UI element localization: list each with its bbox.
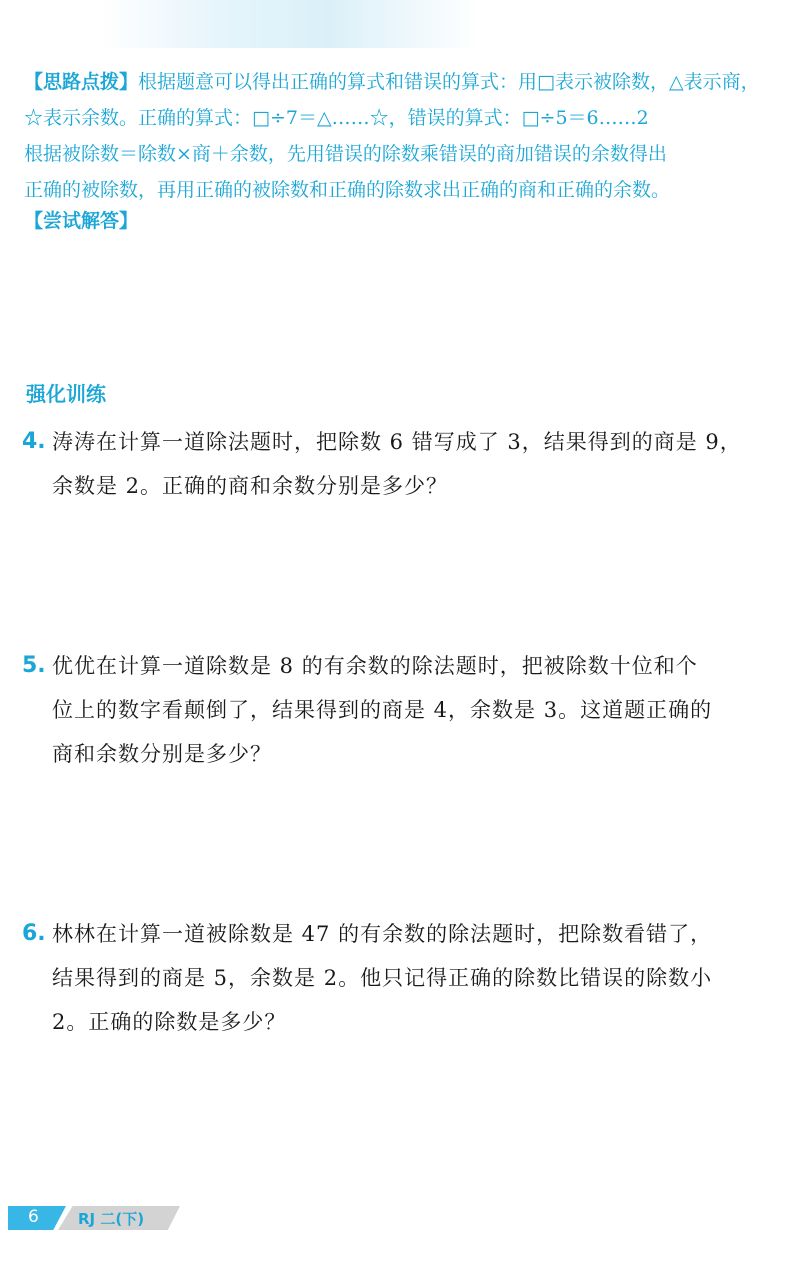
- header-decoration: [100, 0, 480, 48]
- problem-line: 优优在计算一道除数是 8 的有余数的除法题时，把被除数十位和个: [52, 654, 698, 678]
- try-answer-label: 【尝试解答】: [24, 210, 139, 232]
- problem-6: [22, 912, 782, 1044]
- problem-line: 涛涛在计算一道除法题时，把除数 6 错写成了 3，结果得到的商是 9，: [52, 430, 742, 454]
- problem-4: [22, 420, 782, 508]
- hint-line-4: 正确的被除数，再用正确的被除数和正确的除数求出正确的商和正确的余数。: [24, 179, 671, 201]
- problem-number: 6.: [22, 921, 46, 946]
- edition-label: RJ 二(下): [78, 1210, 145, 1228]
- page-number: 6: [28, 1207, 39, 1227]
- problem-line: 余数是 2。正确的商和余数分别是多少？: [52, 474, 449, 498]
- problem-line: 林林在计算一道被除数是 47 的有余数的除法题时，把除数看错了，: [52, 922, 713, 946]
- problem-number: 4.: [22, 429, 46, 454]
- section-title: 强化训练: [26, 382, 106, 406]
- hint-block: [24, 64, 784, 208]
- hint-line-1: 【思路点拨】根据题意可以得出正确的算式和错误的算式：用□表示被除数，△表示商，: [24, 71, 760, 93]
- problem-line: 2。正确的除数是多少？: [52, 1010, 287, 1034]
- hint-line-2: ☆表示余数。正确的算式：□÷7＝△……☆，错误的算式：□÷5＝6……2: [24, 107, 649, 129]
- problem-line: 商和余数分别是多少？: [52, 742, 272, 766]
- hint-line-3: 根据被除数＝除数×商＋余数，先用错误的除数乘错误的商加错误的余数得出: [24, 143, 667, 165]
- problem-line: 位上的数字看颠倒了，结果得到的商是 4，余数是 3。这道题正确的: [52, 698, 713, 722]
- problem-line: 结果得到的商是 5，余数是 2。他只记得正确的除数比错误的除数小: [52, 966, 713, 990]
- hint-tag: 【思路点拨】: [24, 71, 139, 93]
- page-footer: [8, 1206, 180, 1230]
- problem-number: 5.: [22, 653, 46, 678]
- problem-5: [22, 644, 782, 776]
